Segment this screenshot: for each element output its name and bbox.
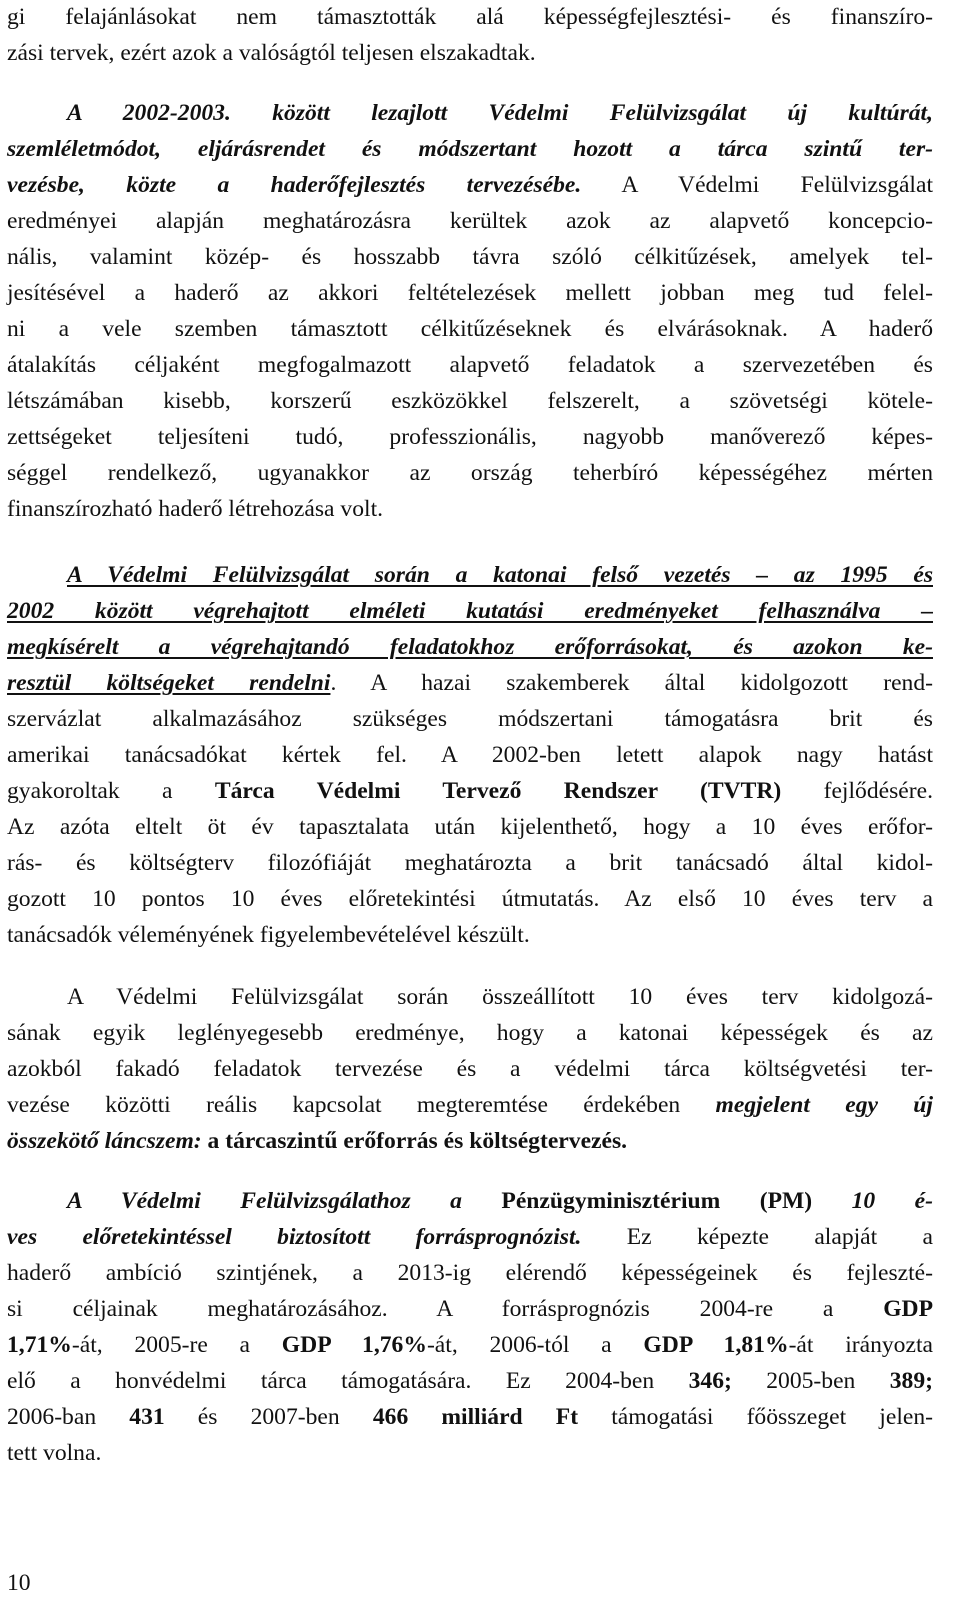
paragraph-line [7, 1258, 933, 1288]
paragraph-line [7, 920, 933, 950]
text-span: A Védelmi Felülvizsgálat [581, 172, 933, 198]
text-span: szervázlat alkalmazásához szükséges módszertani támogatásra brit és [7, 706, 933, 732]
text-span: si céljainak meghatározásához. A forrásprognózis 2004-re a [7, 1296, 884, 1322]
text-span: Ez képezte alapját a [581, 1224, 933, 1250]
text-span: . A hazai szakemberek által kidolgozott rend- [330, 670, 933, 696]
paragraph-line [67, 982, 933, 1012]
paragraph-line [7, 494, 933, 524]
text-span: 2006-ban [7, 1404, 130, 1430]
paragraph-line [7, 1366, 933, 1396]
paragraph-line [7, 1018, 933, 1048]
paragraph-line [7, 1330, 933, 1360]
paragraph-line [7, 206, 933, 236]
text-span: séggel rendelkező, ugyanakkor az ország teherbíró képességéhez mérten [7, 460, 933, 486]
paragraph-line [7, 1438, 933, 1468]
text-span: szemléletmódot, eljárásrendet és módszertant hozott a tárca szintű ter- [7, 136, 933, 162]
paragraph-line [7, 422, 933, 452]
text-span: és 2007-ben [164, 1404, 373, 1430]
paragraph-line [7, 884, 933, 914]
bold-text: 1,71% [7, 1332, 72, 1358]
text-span: rás- és költségterv filozófiáját meghatározta a brit tanácsadó által kidol- [7, 850, 933, 876]
paragraph-line [7, 242, 933, 272]
paragraph-line [7, 2, 933, 32]
paragraph-line [7, 632, 933, 662]
paragraph-line [7, 1126, 933, 1156]
text-span: A Védelmi Felülvizsgálat során a katonai felső vezetés – az 1995 és [67, 562, 933, 588]
bold-text: a tárcaszintű erőforrás és költségtervezés. [201, 1128, 628, 1154]
paragraph-line [7, 1054, 933, 1084]
paragraph-line [7, 314, 933, 344]
paragraph-line [67, 98, 933, 128]
paragraph-line [7, 458, 933, 488]
paragraph-line [7, 1294, 933, 1324]
text-span: gyakoroltak a [7, 778, 215, 804]
text-span: 2005-ben [731, 1368, 890, 1394]
text-span: tanácsadók véleményének figyelembevételével készült. [7, 922, 530, 948]
paragraph-line [7, 278, 933, 308]
page-number: 10 [7, 1570, 31, 1596]
emphasis-text: ves előretekintéssel biztosított forrásprognózist. [7, 1224, 582, 1250]
text-span: megkísérelt a végrehajtandó feladatokhoz erőforrásokat, és azokon ke- [7, 634, 933, 660]
text-span: átalakítás céljaként megfogalmazott alapvető feladatok a szervezetében és [7, 352, 933, 378]
paragraph-line [7, 170, 933, 200]
paragraph-line [7, 740, 933, 770]
text-span: gi felajánlásokat nem támasztották alá képességfejlesztési- és finanszíro- [7, 4, 933, 30]
bold-text: 389; [889, 1368, 933, 1394]
bold-text: 346; [688, 1368, 732, 1394]
text-span: támogatási főösszeget jelen- [578, 1404, 934, 1430]
bold-text: GDP [883, 1296, 933, 1322]
paragraph-line [7, 386, 933, 416]
text-span: fejlődésére. [781, 778, 933, 804]
paragraph-line [7, 776, 933, 806]
emphasis-text: összekötő láncszem: [7, 1128, 202, 1154]
text-span: ni a vele szemben támasztott célkitűzéseknek és elvárásoknak. A haderő [7, 316, 933, 342]
text-span: finanszírozható haderő létrehozása volt. [7, 496, 384, 522]
paragraph-line [7, 812, 933, 842]
text-span: Az azóta eltelt öt év tapasztalata után kijelenthető, hogy a 10 éves erőfor- [7, 814, 933, 840]
paragraph-line [7, 1402, 933, 1432]
text-span: sának egyik leglényegesebb eredménye, hogy a katonai képességek és az [7, 1020, 933, 1046]
paragraph-line [7, 596, 933, 626]
text-span: 2002 között végrehajtott elméleti kutatási eredményeket felhasználva – [7, 598, 933, 624]
bold-text: GDP 1,76% [281, 1332, 427, 1358]
text-span: nális, valamint közép- és hosszabb távra szóló célkitűzések, amelyek tel- [7, 244, 933, 270]
paragraph-line [7, 668, 933, 698]
emphasis-text: megjelent egy új [715, 1092, 933, 1118]
text-span: elő a honvédelmi tárca támogatására. Ez 2004-ben [7, 1368, 689, 1394]
bold-text: Pénzügyminisztérium (PM) [461, 1188, 852, 1214]
text-span: A 2002-2003. között lezajlott Védelmi Felülvizsgálat új kultúrát, [67, 100, 933, 126]
bold-text: GDP 1,81% [643, 1332, 789, 1358]
paragraph-line [7, 1222, 933, 1252]
text-span: tett volna. [7, 1440, 102, 1466]
text-span: azokból fakadó feladatok tervezése és a védelmi tárca költségvetési ter- [7, 1056, 933, 1082]
text-span: vezése közötti reális kapcsolat megteremtése érdekében [7, 1092, 716, 1118]
emphasis-text: A Védelmi Felülvizsgálathoz a [67, 1188, 462, 1214]
paragraph-line [67, 560, 933, 590]
bold-text: 466 milliárd Ft [372, 1404, 579, 1430]
paragraph-line [7, 38, 933, 68]
emphasis-text: 10 é- [851, 1188, 933, 1214]
emphasis-text: resztül költségeket rendelni [7, 670, 331, 696]
paragraph-line [67, 1186, 933, 1216]
text-span: gozott 10 pontos 10 éves előretekintési útmutatás. Az első 10 éves terv a [7, 886, 933, 912]
text-span: amerikai tanácsadókat kértek fel. A 2002-ben letett alapok nagy hatást [7, 742, 933, 768]
text-span: eredményei alapján meghatározásra kerültek azok az alapvető koncepcio- [7, 208, 933, 234]
text-span: létszámában kisebb, korszerű eszközökkel felszerelt, a szövetségi kötele- [7, 388, 933, 414]
text-span: A Védelmi Felülvizsgálat során összeállított 10 éves terv kidolgozá- [67, 984, 933, 1010]
bold-text: 431 [129, 1404, 165, 1430]
text-span: zettségeket teljesíteni tudó, professzionális, nagyobb manőverező képes- [7, 424, 933, 450]
bold-text: Tárca Védelmi Tervező Rendszer (TVTR) [214, 778, 782, 804]
text-span: -át irányozta [788, 1332, 933, 1358]
text-span: zási tervek, ezért azok a valóságtól teljesen elszakadtak. [7, 40, 536, 66]
text-span: -át, 2006-tól a [426, 1332, 644, 1358]
paragraph-line [7, 704, 933, 734]
paragraph-line [7, 848, 933, 878]
emphasis-text: vezésbe, közte a haderőfejlesztés tervezésébe. [7, 172, 582, 198]
paragraph-line [7, 134, 933, 164]
paragraph-line [7, 350, 933, 380]
paragraph-line [7, 1090, 933, 1120]
text-span: haderő ambíció szintjének, a 2013-ig elérendő képességeinek és fejleszté- [7, 1260, 933, 1286]
text-span: -át, 2005-re a [71, 1332, 282, 1358]
text-span: jesítésével a haderő az akkori feltételezések mellett jobban meg tud felel- [7, 280, 933, 306]
